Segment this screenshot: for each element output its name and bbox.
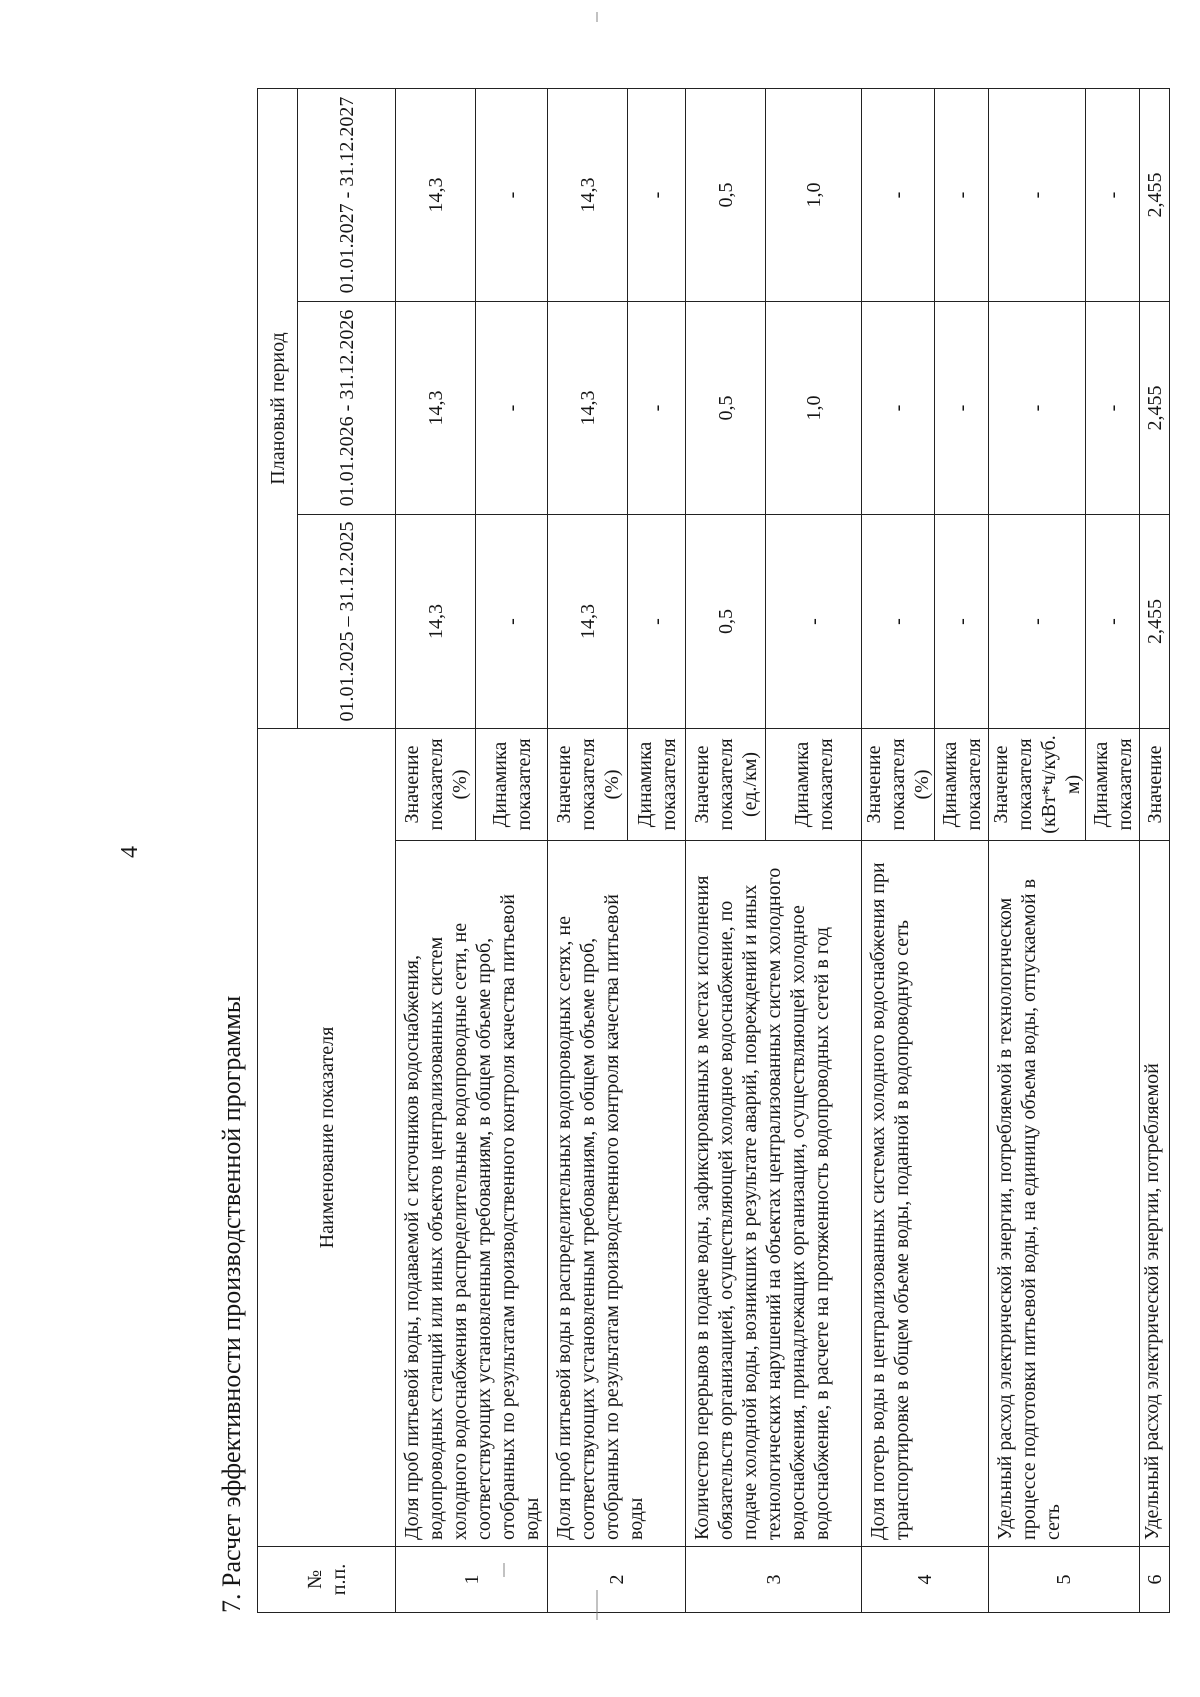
value-cell: - <box>628 515 686 729</box>
value-cell: - <box>989 302 1086 515</box>
value-cell: 0,5 <box>686 515 766 729</box>
param-label: Значение показателя (%) <box>548 729 628 841</box>
row-num: 6 <box>1140 1547 1170 1613</box>
efficiency-table <box>257 88 1170 1613</box>
param-label: Динамика показателя <box>935 729 989 841</box>
section-title: 7. Расчет эффективности производственной программы <box>217 995 246 1613</box>
param-label: Значение показателя (ед./км) <box>686 729 766 841</box>
value-cell: - <box>1086 302 1140 515</box>
rotated-page-content <box>217 89 1200 1613</box>
row-name: Доля проб питьевой воды, подаваемой с источников водоснабжения, водопроводных станций или иных объектов централизованных систем холодного водоснабжения в распределительные водопроводные сети, не соответствующих установленным требованиям, в общем объеме проб, отобранных по результатам производственного контроля качества питьевой воды <box>396 841 548 1547</box>
value-cell: 1,0 <box>766 302 862 515</box>
header-planned-period: Плановый период <box>258 88 298 728</box>
page-number: 4 <box>117 846 143 858</box>
table-row <box>686 88 766 1612</box>
value-cell: 14,3 <box>548 302 628 515</box>
param-label: Динамика показателя <box>766 729 862 841</box>
scan-artifact <box>503 1563 505 1577</box>
value-cell: - <box>628 88 686 301</box>
header-period-2026: 01.01.2026 - 31.12.2026 <box>298 302 396 515</box>
value-cell: 2,455 <box>1140 88 1170 301</box>
value-cell: 2,455 <box>1140 302 1170 515</box>
param-label: Значение показателя (кВт*ч/куб. м) <box>989 729 1086 841</box>
param-label: Динамика показателя <box>1086 729 1140 841</box>
value-cell: 14,3 <box>548 515 628 729</box>
value-cell: 14,3 <box>396 515 476 729</box>
row-name: Удельный расход электрической энергии, потребляемой <box>1140 841 1170 1547</box>
table-row <box>1140 88 1170 1612</box>
table-row <box>989 88 1086 1612</box>
value-cell: 2,455 <box>1140 515 1170 729</box>
header-period-2027: 01.01.2027 - 31.12.2027 <box>298 88 396 301</box>
value-cell: - <box>862 88 935 301</box>
row-num: 3 <box>686 1547 862 1613</box>
row-num: 1 <box>396 1547 548 1613</box>
scan-artifact <box>596 1590 598 1620</box>
value-cell: - <box>989 515 1086 729</box>
value-cell: - <box>935 515 989 729</box>
table-row <box>396 88 476 1612</box>
value-cell: - <box>766 515 862 729</box>
value-cell: - <box>476 302 548 515</box>
scan-artifact <box>596 12 598 22</box>
value-cell: - <box>935 88 989 301</box>
row-name: Удельный расход электрической энергии, потребляемой в технологическом процессе подготовки питьевой воды, на единицу объема воды, отпускаемой в сеть <box>989 841 1140 1547</box>
header-period-2025: 01.01.2025 – 31.12.2025 <box>298 515 396 729</box>
value-cell: - <box>1086 88 1140 301</box>
value-cell: - <box>989 88 1086 301</box>
row-name: Доля потерь воды в централизованных системах холодного водоснабжения при транспортировке в общем объеме воды, поданной в водопроводную сеть <box>862 841 989 1547</box>
table-row <box>862 88 935 1612</box>
value-cell: - <box>628 302 686 515</box>
value-cell: 0,5 <box>686 88 766 301</box>
table-row <box>548 88 628 1612</box>
row-num: 2 <box>548 1547 686 1613</box>
param-label: Значение <box>1140 729 1170 841</box>
param-label: Значение показателя (%) <box>396 729 476 841</box>
value-cell: - <box>862 515 935 729</box>
row-num: 5 <box>989 1547 1140 1613</box>
header-name: Наименование показателя <box>258 729 396 1547</box>
value-cell: 14,3 <box>396 302 476 515</box>
row-num: 4 <box>862 1547 989 1613</box>
param-label: Динамика показателя <box>476 729 548 841</box>
value-cell: 1,0 <box>766 88 862 301</box>
param-label: Динамика показателя <box>628 729 686 841</box>
value-cell: 14,3 <box>396 88 476 301</box>
row-name: Доля проб питьевой воды в распределительных водопроводных сетях, не соответствующих установленным требованиям, в общем объеме проб, отобранных по результатам производственного контроля качества питьевой воды <box>548 841 686 1547</box>
value-cell: - <box>862 302 935 515</box>
value-cell: - <box>935 302 989 515</box>
value-cell: 0,5 <box>686 302 766 515</box>
row-name: Количество перерывов в подаче воды, зафиксированных в местах исполнения обязательств организацией, осуществляющей холодное водоснабжение, по подаче холодной воды, возникших в результате аварий, повреждений и иных технологических нарушений на объектах централизованных систем холодного водоснабжения, принадлежащих организации, осуществляющей холодное водоснабжение, в расчете на протяженность водопроводных сетей в год <box>686 841 862 1547</box>
value-cell: 14,3 <box>548 88 628 301</box>
value-cell: - <box>476 88 548 301</box>
param-label: Значение показателя (%) <box>862 729 935 841</box>
value-cell: - <box>476 515 548 729</box>
value-cell: - <box>1086 515 1140 729</box>
header-num: № п.п. <box>258 1547 396 1613</box>
